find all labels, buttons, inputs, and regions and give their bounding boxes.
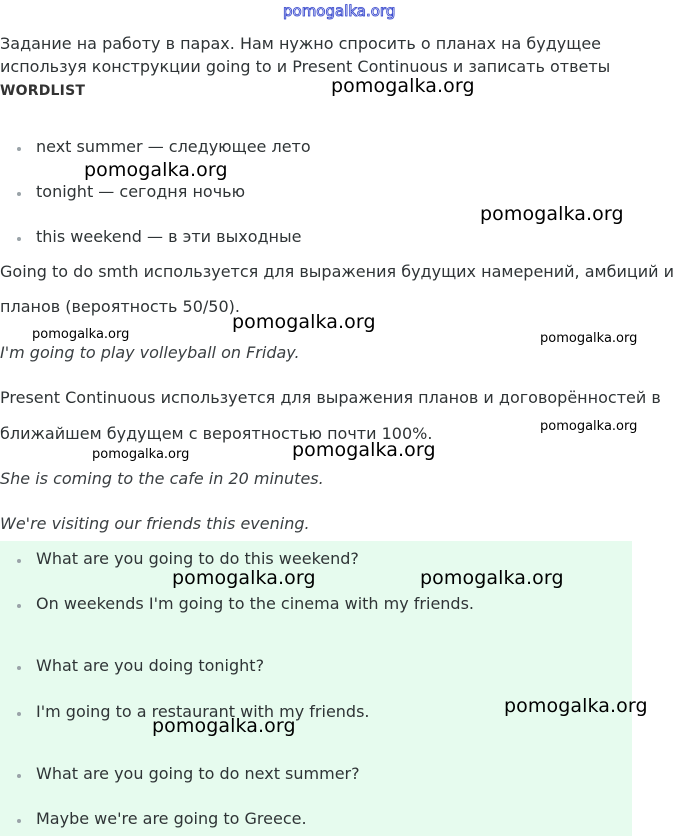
going-to-example: I'm going to play volleyball on Friday.	[0, 343, 300, 362]
watermark: pomogalka.org	[84, 159, 228, 181]
intro-text: Задание на работу в парах. Нам нужно спросить о планах на будущее	[0, 34, 602, 53]
watermark: pomogalka.org	[420, 567, 564, 589]
dialogue-question: What are you going to do next summer?	[36, 764, 360, 783]
watermark: pomogalka.org	[480, 203, 624, 225]
watermark: pomogalka.org	[232, 311, 376, 333]
dialogue-answer: Maybe we're are going to Greece.	[36, 809, 307, 828]
watermark: pomogalka.org	[152, 715, 296, 737]
wordlist-item-text: tonight — сегодня ночью	[36, 182, 246, 201]
present-continuous-example-1: She is coming to the cafe in 20 minutes.	[0, 469, 324, 488]
bullet-icon	[17, 774, 21, 778]
watermark: pomogalka.org	[540, 331, 638, 346]
wordlist-heading: WORDLIST	[0, 83, 86, 99]
present-continuous-example-2: We're visiting our friends this evening.	[0, 514, 310, 533]
dialogue-answer: I'm going to a restaurant with my friends.	[36, 702, 370, 721]
present-continuous-rule-line2: ближайшем будущем с вероятностью почти 100%.	[0, 424, 433, 443]
dialogue-question: What are you doing tonight?	[36, 656, 265, 675]
wordlist-item-text: next summer — следующее лето	[36, 137, 311, 156]
watermark-top: pomogalka.org	[283, 2, 396, 20]
wordlist-item-text: this weekend — в эти выходные	[36, 227, 302, 246]
bullet-icon	[17, 559, 21, 563]
watermark: pomogalka.org	[540, 419, 638, 434]
watermark: pomogalka.org	[32, 327, 130, 342]
going-to-rule-line2: планов (вероятность 50/50).	[0, 297, 240, 316]
watermark: pomogalka.org	[92, 447, 190, 462]
watermark: pomogalka.org	[504, 695, 648, 717]
intro-cut-text: используя конструкции going to и Present Continuous и записать ответы	[0, 57, 611, 76]
bullet-icon	[17, 666, 21, 670]
bullet-icon	[17, 147, 21, 151]
going-to-rule-line1: Going to do smth используется для выражения будущих намерений, амбиций и	[0, 262, 675, 281]
dialogue-answer: On weekends I'm going to the cinema with my friends.	[36, 594, 474, 613]
bullet-icon	[17, 819, 21, 823]
present-continuous-rule-line1: Present Continuous используется для выражения планов и договорённостей в	[0, 388, 661, 407]
watermark: pomogalka.org	[172, 567, 316, 589]
watermark: pomogalka.org	[292, 439, 436, 461]
dialogue-question: What are you going to do this weekend?	[36, 549, 359, 568]
bullet-icon	[17, 604, 21, 608]
bullet-icon	[17, 237, 21, 241]
intro-cut-line	[0, 57, 640, 76]
watermark: pomogalka.org	[331, 75, 475, 97]
bullet-icon	[17, 192, 21, 196]
bullet-icon	[17, 712, 21, 716]
